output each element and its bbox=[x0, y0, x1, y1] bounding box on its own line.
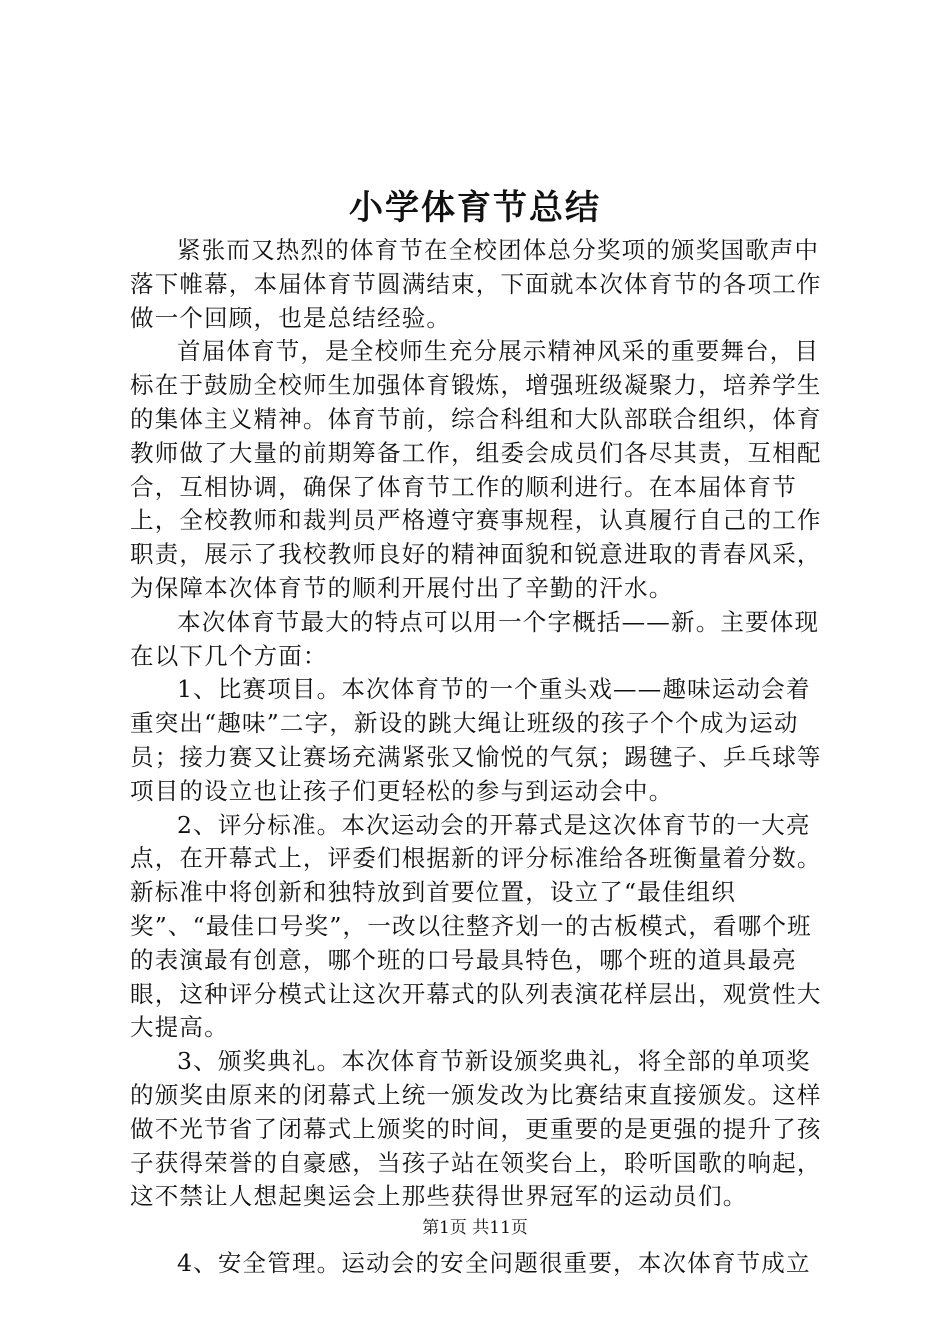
page-number-footer: 第1页 共11页 bbox=[422, 1218, 528, 1238]
paragraph-intro: 紧张而又热烈的体育节在全校团体总分奖项的颁奖国歌声中落下帷幕，本届体育节圆满结束，下面就本次体育节的各项工作做一个回顾，也是总结经验。 bbox=[130, 236, 822, 332]
paragraph-item-1-events: 1、比赛项目。本次体育节的一个重头戏——趣味运动会着重突出“趣味”二字，新设的跳大绳让班级的孩子个个成为运动员；接力赛又让赛场充满紧张又愉悦的气氛；踢毽子、乒乓球等项目的设立也让孩子们更轻松的参与到运动会中。 bbox=[130, 675, 822, 805]
paragraph-item-2-scoring: 2、评分标准。本次运动会的开幕式是这次体育节的一大亮点，在开幕式上，评委们根据新的评分标准给各班衡量着分数。新标准中将创新和独特放到首要位置，设立了“最佳组织奖”、“最佳口号奖”，一改以往整齐划一的古板模式，看哪个班的表演最有创意，哪个班的口号最具特色，哪个班的道具最亮眼，这种评分模式让这次开幕式的队列表演花样层出，观赏性大大提高。 bbox=[130, 810, 822, 1042]
document-body bbox=[130, 234, 830, 1281]
document-title: 小学体育节总结 bbox=[349, 188, 601, 228]
paragraph-feature-summary: 本次体育节最大的特点可以用一个字概括——新。主要体现在以下几个方面： bbox=[130, 607, 820, 670]
paragraph-item-3-awards: 3、颁奖典礼。本次体育节新设颁奖典礼，将全部的单项奖的颁奖由原来的闭幕式上统一颁发改为比赛结束直接颁发。这样做不光节省了闭幕式上颁奖的时间，更重要的是更强的提升了孩子获得荣誉的自豪感，当孩子站在领奖台上，聆听国歌的响起，这不禁让人想起奥运会上那些获得世界冠军的运动员们。 bbox=[130, 1047, 822, 1211]
paragraph-item-4-safety: 4、安全管理。运动会的安全问题很重要，本次体育节成立 bbox=[177, 1249, 811, 1278]
paragraph-first-festival: 首届体育节，是全校师生充分展示精神风采的重要舞台，目标在于鼓励全校师生加强体育锻炼，增强班级凝聚力，培养学生的集体主义精神。体育节前，综合科组和大队部联合组织，体育教师做了大量的前期筹备工作，组委会成员们各尽其责，互相配合，互相协调，确保了体育节工作的顺利进行。在本届体育节上，全校教师和裁判员严格遵守赛事规程，认真履行自己的工作职责，展示了我校教师良好的精神面貌和锐意进取的青春风采，为保障本次体育节的顺利开展付出了辛勤的汗水。 bbox=[130, 337, 822, 602]
